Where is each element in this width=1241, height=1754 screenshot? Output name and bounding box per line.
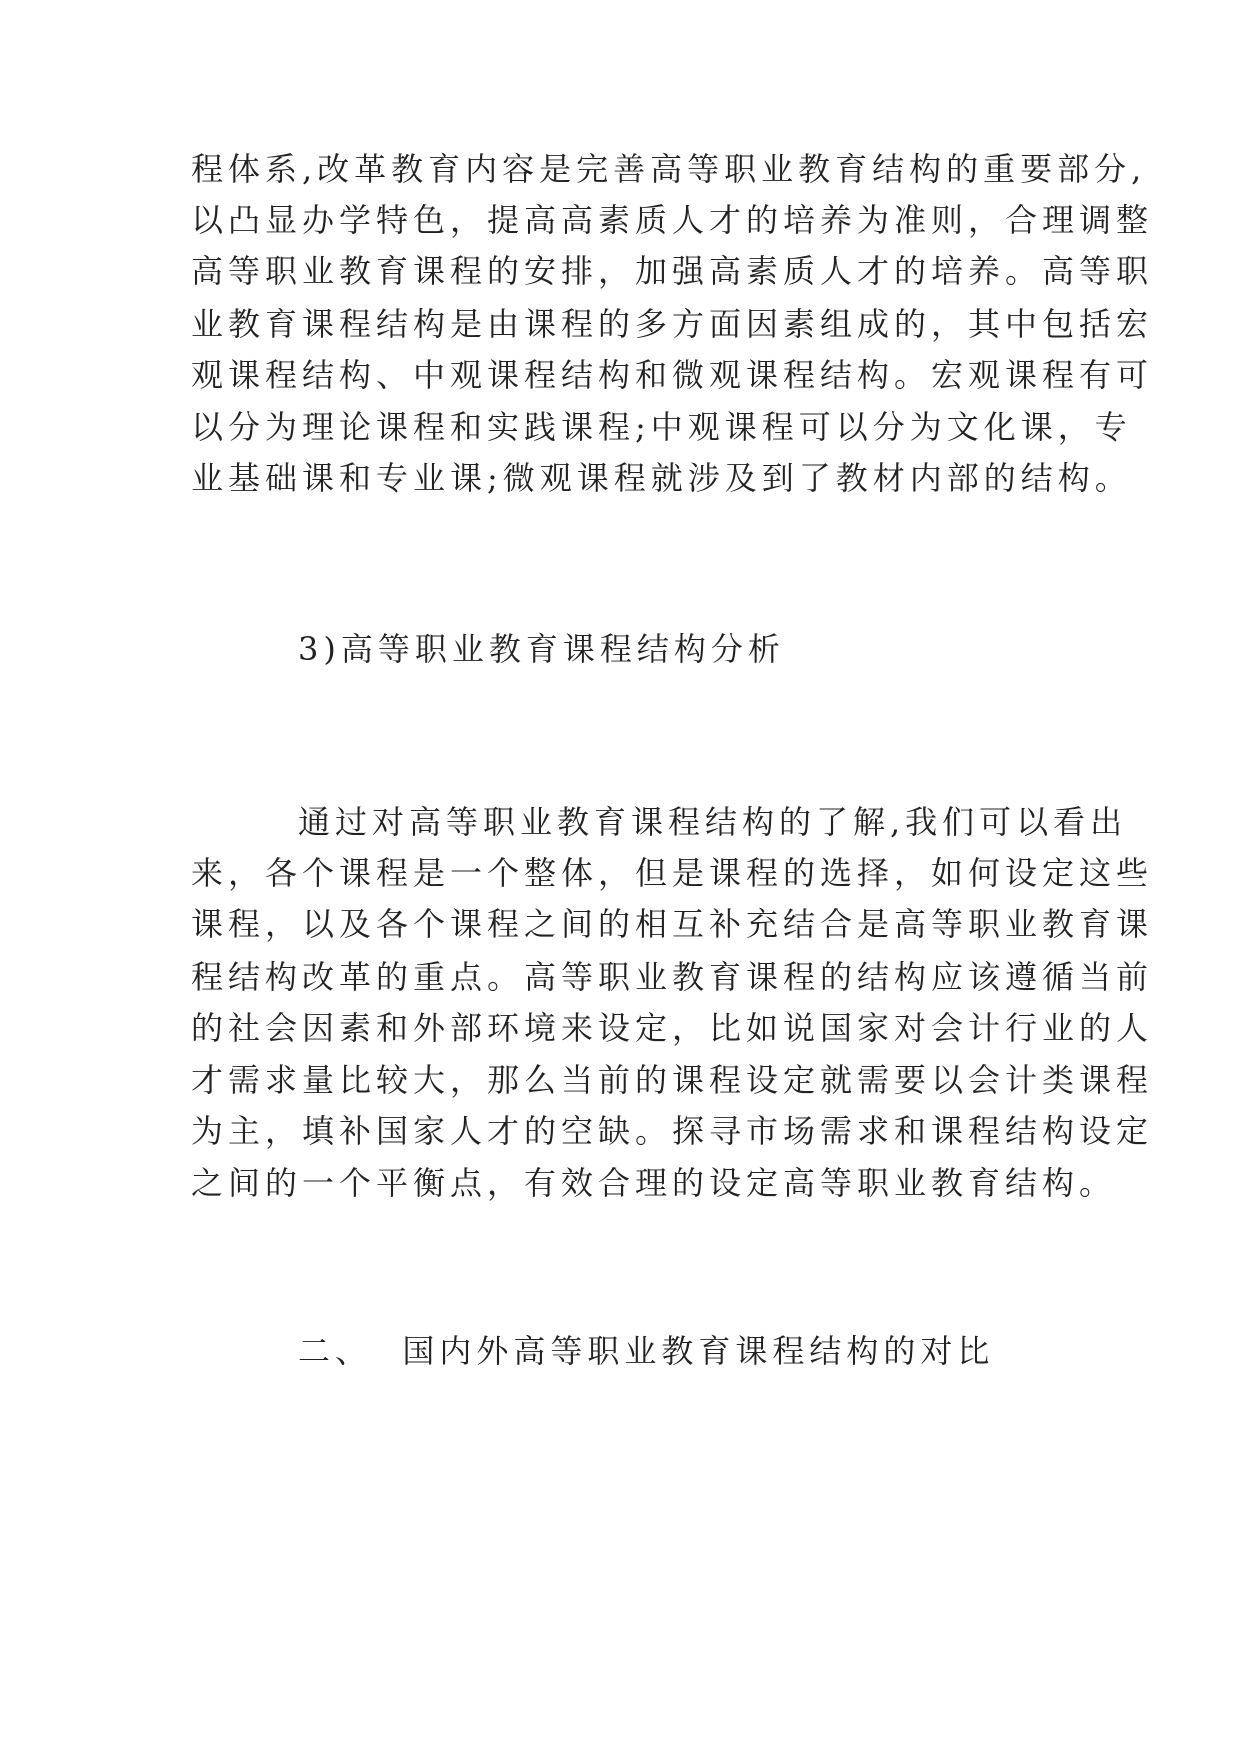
section-heading: 二、 国内外高等职业教育课程结构的对比 xyxy=(298,1332,995,1370)
paragraph1-line: 业基础课和专业课;微观课程就涉及到了教材内部的结构。 xyxy=(191,459,1132,497)
paragraph1-line: 高等职业教育课程的安排，加强高素质人才的培养。高等职 xyxy=(191,252,1154,290)
paragraph2-line: 才需求量比较大，那么当前的课程设定就需要以会计类课程 xyxy=(191,1061,1154,1099)
paragraph2-line: 课程，以及各个课程之间的相互补充结合是高等职业教育课 xyxy=(191,905,1154,943)
paragraph2-line: 程结构改革的重点。高等职业教育课程的结构应该遵循当前 xyxy=(191,958,1154,996)
paragraph2-line: 来，各个课程是一个整体，但是课程的选择，如何设定这些 xyxy=(191,854,1154,892)
paragraph2-line: 为主，填补国家人才的空缺。探寻市场需求和课程结构设定 xyxy=(191,1112,1154,1150)
paragraph2-line: 之间的一个平衡点，有效合理的设定高等职业教育结构。 xyxy=(191,1164,1117,1202)
paragraph2-line: 的社会因素和外部环境来设定，比如说国家对会计行业的人 xyxy=(191,1009,1154,1047)
subheading: 3)高等职业教育课程结构分析 xyxy=(298,630,785,668)
paragraph1-line: 以分为理论课程和实践课程;中观课程可以分为文化课，专 xyxy=(191,408,1132,446)
paragraph2-line: 通过对高等职业教育课程结构的了解,我们可以看出 xyxy=(298,803,1128,841)
paragraph1-line: 程体系,改革教育内容是完善高等职业教育结构的重要部分, xyxy=(191,150,1147,188)
paragraph1-line: 业教育课程结构是由课程的多方面因素组成的，其中包括宏 xyxy=(191,305,1154,343)
paragraph1-line: 以凸显办学特色，提高高素质人才的培养为准则，合理调整 xyxy=(191,201,1154,239)
paragraph1-line: 观课程结构、中观课程结构和微观课程结构。宏观课程有可 xyxy=(191,356,1154,394)
